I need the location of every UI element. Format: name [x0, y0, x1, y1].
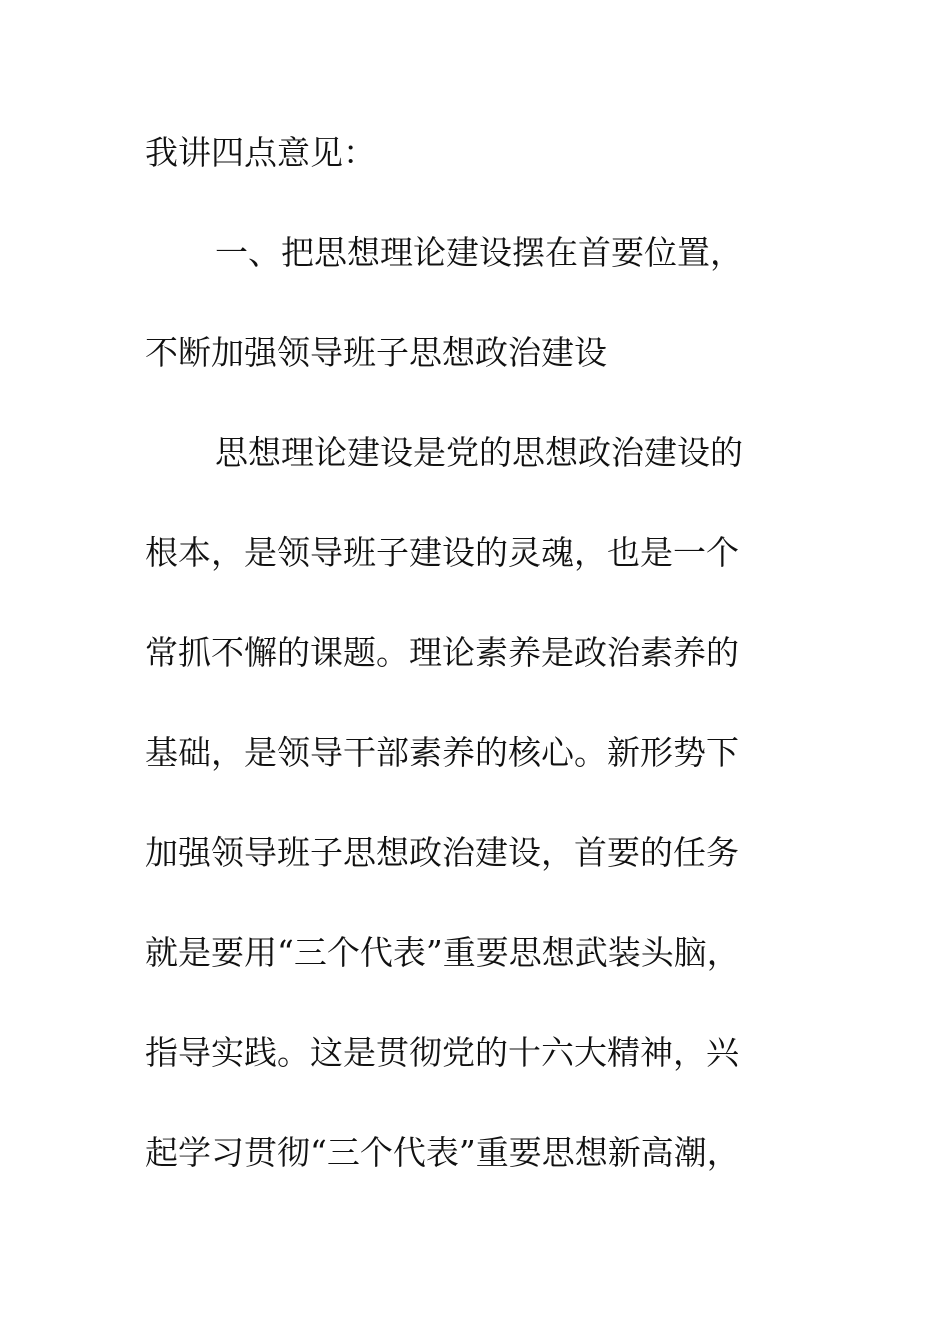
paragraph-line-5: 加强领导班子思想政治建设，首要的任务 — [145, 833, 739, 872]
paragraph-line-2: 根本，是领导班子建设的灵魂，也是一个 — [145, 533, 739, 572]
intro-line: 我讲四点意见： — [145, 133, 376, 172]
paragraph-line-4: 基础，是领导干部素养的核心。新形势下 — [145, 733, 739, 772]
paragraph-line-1: 思想理论建设是党的思想政治建设的 — [215, 433, 743, 472]
paragraph-line-3: 常抓不懈的课题。理论素养是政治素养的 — [145, 633, 739, 672]
paragraph-line-7: 指导实践。这是贯彻党的十六大精神，兴 — [145, 1033, 739, 1072]
section-heading-line-2: 不断加强领导班子思想政治建设 — [145, 333, 607, 372]
paragraph-line-6: 就是要用“三个代表”重要思想武装头脑， — [145, 933, 740, 972]
section-heading-line-1: 一、把思想理论建设摆在首要位置， — [215, 233, 743, 272]
paragraph-line-8: 起学习贯彻“三个代表”重要思想新高潮， — [145, 1133, 740, 1172]
